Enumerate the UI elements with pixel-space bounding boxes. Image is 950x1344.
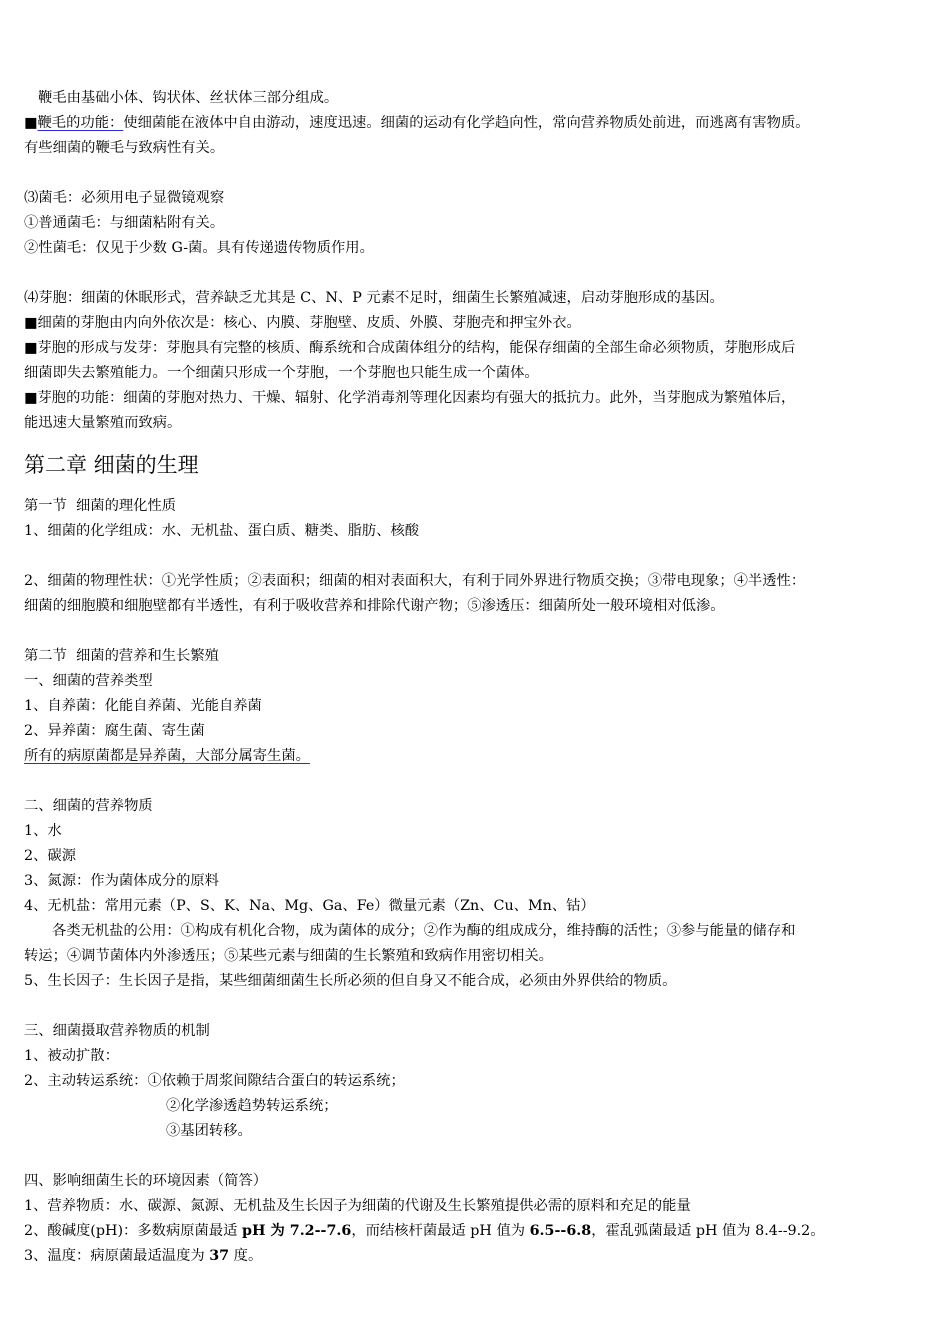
list-item: 1、营养物质：水、碳源、氮源、无机盐及生长因子为细菌的代谢及生长繁殖提供必需的原料和充足的能量 (24, 1198, 691, 1214)
note (24, 744, 932, 769)
list-item: 3、氮源：作为菌体成分的原料 (24, 873, 219, 889)
section-title: ⑷芽胞：细菌的休眠形式，营养缺乏尤其是 C、N、P 元素不足时，细菌生长繁殖减速，启动芽胞形成的基因。 (24, 290, 724, 306)
list-item-detail: 各类无机盐的公用：①构成有机化合物，成为菌体的成分；②作为酶的组成成分，维持酶的活性；③参与能量的储存和 (52, 923, 796, 939)
subsection-title: 四、影响细菌生长的环境因素（简答） (24, 1173, 268, 1189)
list-item: ①普通菌毛：与细菌粘附有关。 (24, 215, 225, 231)
list-item: 1、水 (24, 823, 62, 839)
section-title: ⑶菌毛：必须用电子显微镜观察 (24, 190, 225, 206)
list-item: 1、被动扩散： (24, 1048, 119, 1064)
paragraph: 鞭毛由基础小体、钩状体、丝状体三部分组成。 (38, 90, 339, 106)
list-item: 1、细菌的化学组成：水、无机盐、蛋白质、糖类、脂肪、核酸 (24, 523, 420, 539)
list-item: 2、主动转运系统：①依赖于周浆间隙结合蛋白的转运系统； (24, 1073, 405, 1089)
list-item: 2、异养菌：腐生菌、寄生菌 (24, 723, 205, 739)
bold-value: 37 (209, 1248, 230, 1264)
subsection-title: 一、细菌的营养类型 (24, 673, 153, 689)
paragraph: 有些细菌的鞭毛与致病性有关。 (24, 140, 225, 156)
list-item-cont: 能迅速大量繁殖而致病。 (24, 415, 182, 431)
underlined-term: 鞭毛的功能： (37, 115, 124, 131)
underlined-note: 所有的病原菌都是异养菌，大部分属寄生菌。 (24, 748, 310, 764)
subsection-title: 二、细菌的营养物质 (24, 798, 153, 814)
list-item (24, 1219, 932, 1244)
document-page (24, 86, 932, 1269)
bullet-square: ■ (24, 115, 38, 131)
list-item: ■芽胞的形成与发芽：芽胞具有完整的核质、酶系统和合成菌体组分的结构，能保存细菌的全部生命必须物质，芽胞形成后 (24, 340, 796, 356)
text: 2、酸碱度(pH)：多数病原菌最适 (24, 1223, 242, 1239)
text: 度。 (229, 1248, 263, 1264)
paragraph (24, 111, 932, 136)
text: ，霍乱弧菌最适 pH 值为 8.4--9.2。 (591, 1223, 825, 1239)
list-item: ■芽胞的功能：细菌的芽胞对热力、干燥、辐射、化学消毒剂等理化因素均有强大的抵抗力。此外，当芽胞成为繁殖体后， (24, 390, 796, 406)
list-item-cont: 细菌即失去繁殖能力。一个细菌只形成一个芽胞，一个芽胞也只能生成一个菌体。 (24, 365, 539, 381)
section-title: 第二节 细菌的营养和生长繁殖 (24, 648, 219, 664)
list-item-cont: 转运；④调节菌体内外渗透压；⑤某些元素与细菌的生长繁殖和致病作用密切相关。 (24, 948, 553, 964)
list-item (24, 1244, 932, 1269)
text: 3、温度：病原菌最适温度为 (24, 1248, 210, 1264)
list-item: 2、碳源 (24, 848, 76, 864)
bold-value: 6.5--6.8 (529, 1223, 592, 1239)
list-item: ■细菌的芽胞由内向外依次是：核心、内膜、芽胞壁、皮质、外膜、芽胞壳和押宝外衣。 (24, 315, 581, 331)
list-item-cont: 细菌的细胞膜和细胞壁都有半透性，有利于吸收营养和排除代谢产物；⑤渗透压：细菌所处一般环境相对低渗。 (24, 598, 725, 614)
chapter-heading: 第二章 细菌的生理 (24, 453, 199, 477)
list-item-detail: ②化学渗透趋势转运系统； (166, 1098, 338, 1114)
list-item: ②性菌毛：仅见于少数 G-菌。具有传递遗传物质作用。 (24, 240, 374, 256)
text: ，而结核杆菌最适 pH 值为 (351, 1223, 530, 1239)
list-item: 2、细菌的物理性状：①光学性质；②表面积；细菌的相对表面积大，有利于同外界进行物质交换；③带电现象；④半透性： (24, 573, 806, 589)
list-item: 5、生长因子：生长因子是指，某些细菌细菌生长所必须的但自身又不能合成，必须由外界供给的物质。 (24, 973, 677, 989)
list-item: 1、自养菌：化能自养菌、光能自养菌 (24, 698, 262, 714)
paragraph-text: 使细菌能在液体中自由游动，速度迅速。细菌的运动有化学趋向性，常向营养物质处前进，而逃离有害物质。 (123, 115, 810, 131)
section-title: 第一节 细菌的理化性质 (24, 498, 177, 514)
bold-value: pH 为 7.2--7.6 (241, 1223, 352, 1239)
list-item: 4、无机盐：常用元素（P、S、K、Na、Mg、Ga、Fe）微量元素（Zn、Cu、Mn、钴） (24, 898, 595, 914)
list-item-detail: ③基团转移。 (166, 1123, 252, 1139)
subsection-title: 三、细菌摄取营养物质的机制 (24, 1023, 210, 1039)
